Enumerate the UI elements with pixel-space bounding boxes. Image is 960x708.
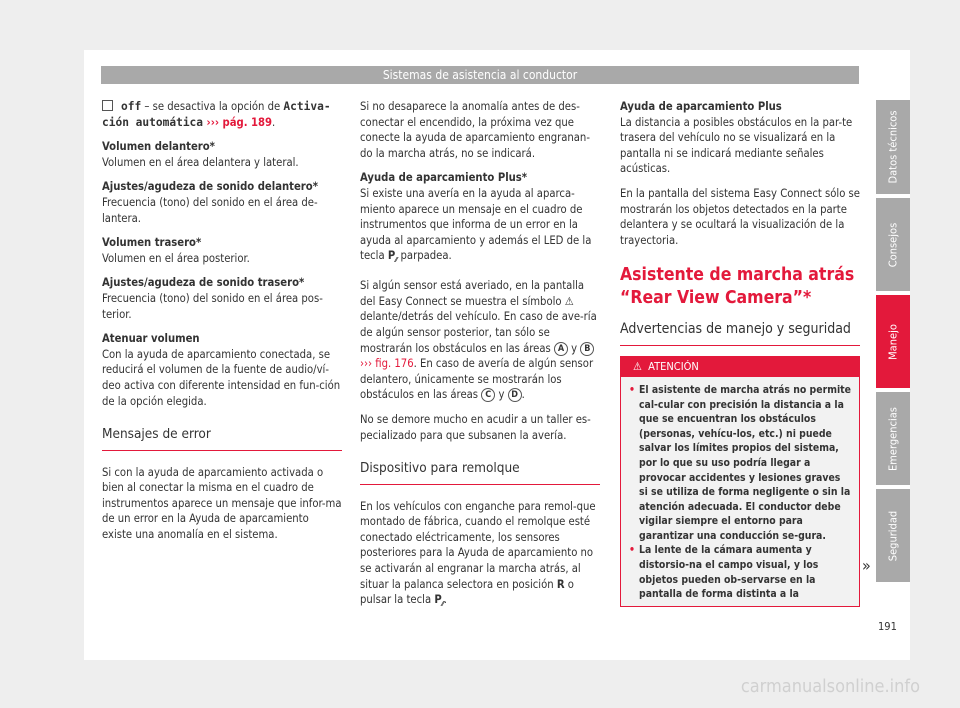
towing-heading: Dispositivo para remolque xyxy=(360,461,600,485)
column-3 xyxy=(620,99,860,607)
watermark: carmanualsonline.info xyxy=(740,676,920,697)
chapter-heading: Asistente de marcha atrás “Rear View Camera”* xyxy=(620,265,855,309)
tone-front-text: Frecuencia (tono) del sonido en el área de-lantera. xyxy=(102,195,318,225)
tone-front-label: Ajustes/agudeza de sonido delantero* xyxy=(102,180,318,194)
tab-consejos[interactable]: Consejos xyxy=(876,198,910,291)
tab-emergencias[interactable]: Emergencias xyxy=(876,392,910,485)
plus-label: Ayuda de aparcamiento Plus* xyxy=(360,171,528,185)
warning-title: ⚠ ATENCIÓN xyxy=(621,357,859,377)
tab-seguridad[interactable]: Seguridad xyxy=(876,489,910,582)
page-reference[interactable]: ››› pág. 189 xyxy=(203,115,273,129)
warning-triangle-icon: ⚠ xyxy=(633,359,642,373)
tab-datos-tecnicos[interactable]: Datos técnicos xyxy=(876,100,910,194)
page-header: Sistemas de asistencia al conductor xyxy=(101,66,859,84)
parking-key-icon: $P_{⁄⁄}$ xyxy=(387,249,398,265)
tone-rear-label: Ajustes/agudeza de sonido trasero* xyxy=(102,276,305,290)
area-c-badge: C xyxy=(481,388,495,402)
towing-text: En los vehículos con enganche para remol-que montado de fábrica, cuando el remolque esté conectado eléctricamente, los sensores posteriores para la Ayuda de aparcamiento no se activarán al engranar la marcha atrás, al situar la palanca selectora en posición R o pulsar la tecla $P_{⁄⁄}$. xyxy=(360,499,596,609)
volume-rear-label: Volumen trasero* xyxy=(102,236,202,250)
warning-item: • El asistente de marcha atrás no permite cal-cular con precisión la distancia a la que se encuentran los obstáculos (personas, vehícu-los, etc.) ni puede salvar los límites propios del sistema, por lo que su uso podría llegar a provocar accidentes y lesiones graves si se utiliza de forma negligente o sin la atención adecuada. El conductor debe vigilar siempre el entorno para garantizar una conducción se-gura. xyxy=(639,383,851,544)
attenuate-label: Atenuar volumen xyxy=(102,332,200,346)
warning-box xyxy=(620,356,860,607)
errors-text: Si con la ayuda de aparcamiento activada o bien al conectar la misma en el cuadro de instrumentos aparece un mensaje que infor-ma de un error en la Ayuda de aparcamiento existe una anomalía en el sistema. xyxy=(102,465,342,542)
parking-key-icon: $P_{⁄⁄}$ xyxy=(434,593,444,609)
tab-manejo[interactable]: Manejo xyxy=(876,295,910,388)
anomaly-text: Si no desaparece la anomalía antes de des-conectar el encendido, la próxima vez que conecte la ayuda de aparcamiento engranan-do la marcha atrás, no se indicará. xyxy=(360,100,590,160)
area-a-badge: A xyxy=(554,342,568,356)
attenuate-text: Con la ayuda de aparcamiento conectada, se reducirá el volumen de la fuente de audio/ví-deo activa con diferente intensidad en fun-ción de la opción elegida. xyxy=(102,347,341,408)
figure-reference[interactable]: ››› fig. 176 xyxy=(360,357,414,371)
area-b-badge: B xyxy=(580,342,594,356)
column-1 xyxy=(102,99,342,552)
plus-text-2: La distancia a posibles obstáculos en la par-te trasera del vehículo no se visualizará en la pantalla ni se indicará mediante señales acústicas. xyxy=(620,115,853,176)
continue-mark: » xyxy=(862,556,871,575)
tone-rear-text: Frecuencia (tono) del sonido en el área pos-terior. xyxy=(102,291,323,321)
warning-item: • La lente de la cámara aumenta y distorsio-na el campo visual, y los objetos pueden ob-servarse en la pantalla de forma distinta a la xyxy=(639,543,851,601)
page-number: 191 xyxy=(878,620,897,633)
errors-heading: Mensajes de error xyxy=(102,427,342,451)
volume-front-text: Volumen en el área delantera y lateral. xyxy=(102,155,299,169)
off-option: off – se desactiva la opción de Activa-ción automática ››› pág. 189. xyxy=(102,100,331,129)
plus-text-3: En la pantalla del sistema Easy Connect sólo se mostrarán los objetos detectados en la parte delantera y se ocultará la visualización de la trayectoria. xyxy=(620,186,860,247)
area-d-badge: D xyxy=(508,388,522,402)
workshop-text: No se demore mucho en acudir a un taller es-pecializado para que subsanen la avería. xyxy=(360,412,591,442)
plus-text: Si existe una avería en la ayuda al aparca-miento aparece un mensaje en el cuadro de instrumentos que informa de un error en la ayuda al aparcamiento y además el LED de la tecla $P_{⁄⁄}$ parpadea. xyxy=(360,186,592,265)
safety-subheading: Advertencias de manejo y seguridad xyxy=(620,322,860,346)
column-2 xyxy=(360,99,600,622)
checkbox-icon xyxy=(102,100,113,111)
volume-rear-text: Volumen en el área posterior. xyxy=(102,251,250,265)
volume-front-label: Volumen delantero* xyxy=(102,140,215,154)
plus-label-2: Ayuda de aparcamiento Plus xyxy=(620,100,782,113)
warning-triangle-icon: ⚠ xyxy=(564,294,574,308)
sensor-text: Si algún sensor está averiado, en la pantalla del Easy Connect se muestra el símbolo ⚠ delante/detrás del vehículo. En caso de ave-ría de algún sensor posterior, tan sólo se mostrarán los obstáculos en las áreas A y B ››› fig. 176. En caso de avería de algún sensor delantero, únicamente se mostrarán los obstáculos en las áreas C y D . xyxy=(360,279,597,402)
warning-list xyxy=(625,383,851,602)
